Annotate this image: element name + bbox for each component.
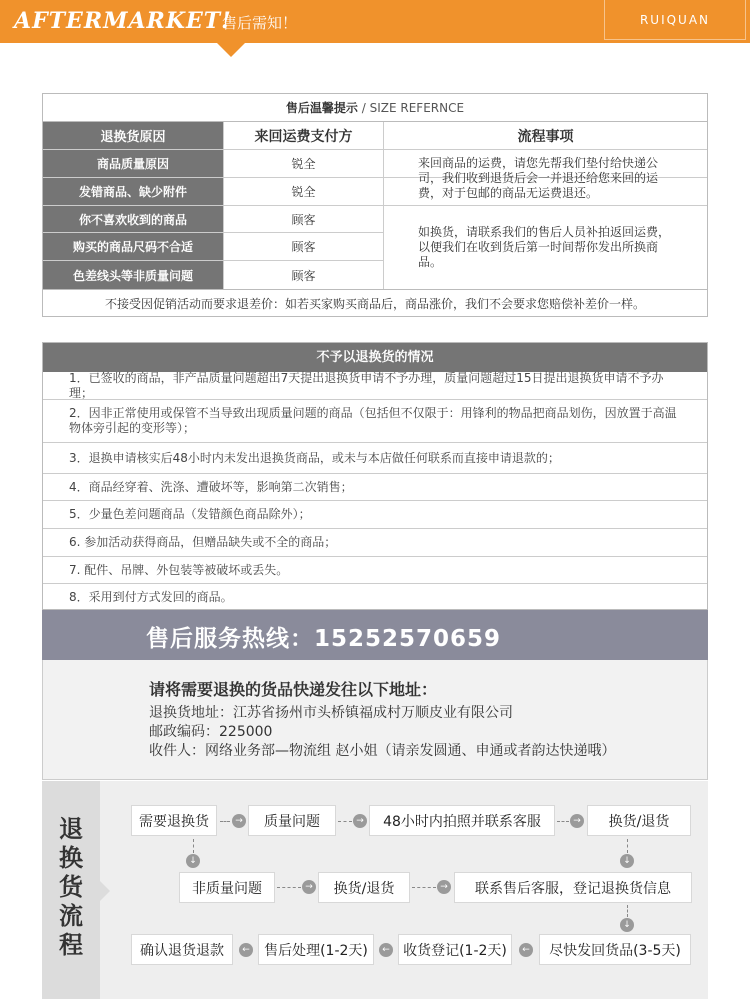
connector [277,887,301,888]
header-reason: 退换货原因 [43,122,223,149]
row-payer: 顾客 [223,261,383,289]
list-item: 5．少量色差问题商品（发错颜色商品除外）； [43,501,707,529]
service-hotline-bar [42,610,708,660]
row-reason: 购买的商品尺码不合适 [43,233,223,260]
process-note-2: 如换货，请联系我们的售后人员补拍返回运费，以便我们在收到货后第一时间帮你发出所换商品。 [383,206,707,289]
list-item: 2．因非正常使用或保管不当导致出现质量问题的商品（包括但不仅限于：用锋利的物品把商品划伤，因放置于高温物体旁引起的变形等）； [43,400,707,443]
flow-step-photo-contact: 48小时内拍照并联系客服 [369,805,555,836]
table-row [43,233,383,261]
connector [412,887,436,888]
postal-code: 邮政编码：225000 [149,724,273,740]
hotline-text: 售后服务热线：15252570659 [146,626,502,652]
no-return-table [42,342,708,610]
banner-pointer [217,43,245,57]
header-process: 流程事项 [383,122,707,149]
connector [220,821,230,822]
arrow-right-icon: → [302,880,316,894]
row-reason: 色差线头等非质量问题 [43,261,223,289]
connector [557,821,569,822]
flow-step-confirm-refund: 确认退货退款 [131,934,233,965]
list-item: 3．退换申请核实后48小时内未发出退换货商品，或未与本店做任何联系而直接申请退款的； [43,443,707,474]
connector [627,839,628,853]
arrow-down-icon: ↓ [186,854,200,868]
list-item: 4．商品经穿着、洗涤、遭破坏等，影响第二次销售； [43,474,707,501]
row-payer: 锐全 [223,178,383,205]
arrow-down-icon: ↓ [620,918,634,932]
table-row [43,178,383,206]
flow-step-aftersale-processing: 售后处理(1-2天) [258,934,374,965]
tips-table-header [43,122,707,150]
row-reason: 发错商品、缺少附件 [43,178,223,205]
arrow-right-icon: → [353,814,367,828]
table-row [43,206,383,233]
flow-step-need-return: 需要退换货 [131,805,217,836]
recipient: 收件人：网络业务部—物流组 赵小姐（请亲发圆通、申通或者韵达快递哦） [149,743,616,759]
return-flow-diagram [42,781,708,999]
no-return-title: 不予以退换货的情况 [43,343,707,372]
list-item: 6. 参加活动获得商品，但赠品缺失或不全的商品； [43,529,707,557]
flow-step-quality-issue: 质量问题 [248,805,336,836]
tips-caption-en: / SIZE REFERNCE [357,101,465,115]
arrow-down-icon: ↓ [620,854,634,868]
flow-side-title [42,815,100,960]
arrow-left-icon: ← [379,943,393,957]
row-reason: 你不喜欢收到的商品 [43,206,223,232]
table-row [43,261,383,289]
header-banner [0,0,750,43]
flow-step-contact-register: 联系售后客服，登记退换货信息 [454,872,692,903]
arrow-left-icon: ← [519,943,533,957]
arrow-right-icon: → [437,880,451,894]
arrow-left-icon: ← [239,943,253,957]
flow-side-char: 退 [59,815,83,843]
flow-side-char: 货 [59,873,83,901]
header-payer: 来回运费支付方 [223,122,383,149]
flow-step-non-quality-issue: 非质量问题 [179,872,275,903]
row-payer: 锐全 [223,150,383,177]
price-difference-note: 不接受因促销活动而要求退差价：如若买家购买商品后，商品涨价，我们不会要求您赔偿补差价一样。 [43,289,707,317]
tips-table-caption [43,94,707,122]
banner-title: AFTERMARKET! [14,8,232,34]
connector [193,839,194,853]
connector [627,905,628,917]
tips-caption-cn: 售后温馨提示 [285,101,358,115]
row-reason: 商品质量原因 [43,150,223,177]
arrow-right-icon: → [232,814,246,828]
banner-subtitle: 售后需知！ [222,14,298,32]
return-address-panel [42,660,708,780]
brand-logo: RUIQUAN [604,0,746,40]
flow-step-exchange-return-1: 换货/退货 [587,805,691,836]
flow-side-char: 流 [59,902,83,930]
arrow-right-icon: → [570,814,584,828]
flow-step-receipt-registration: 收货登记(1-2天) [398,934,512,965]
flow-side-pointer [100,881,110,901]
process-note-1: 来回商品的运费，请您先帮我们垫付给快递公司，我们收到退货后会一并退还给您来回的运费，对于包邮的商品无运费退还。 [383,150,707,206]
address-title: 请将需要退换的货品快递发往以下地址： [149,680,438,699]
row-payer: 顾客 [223,206,383,232]
row-payer: 顾客 [223,233,383,260]
flow-side-char: 程 [59,931,83,959]
connector [338,821,352,822]
list-item: 7. 配件、吊牌、外包装等被破坏或丢失。 [43,557,707,584]
flow-step-send-back-goods: 尽快发回货品(3-5天) [539,934,691,965]
flow-step-exchange-return-2: 换货/退货 [318,872,410,903]
address-line: 退换货地址：江苏省扬州市头桥镇福成村万顺皮业有限公司 [149,705,513,721]
list-item: 8．采用到付方式发回的商品。 [69,589,233,604]
flow-side-label [42,781,100,999]
flow-side-char: 换 [59,844,83,872]
list-item: 1．已签收的商品，非产品质量问题超出7天提出退换货申请不予办理，质量问题超过15日提出退换货申请不予办理； [43,372,707,400]
aftersale-tips-table [42,93,708,317]
